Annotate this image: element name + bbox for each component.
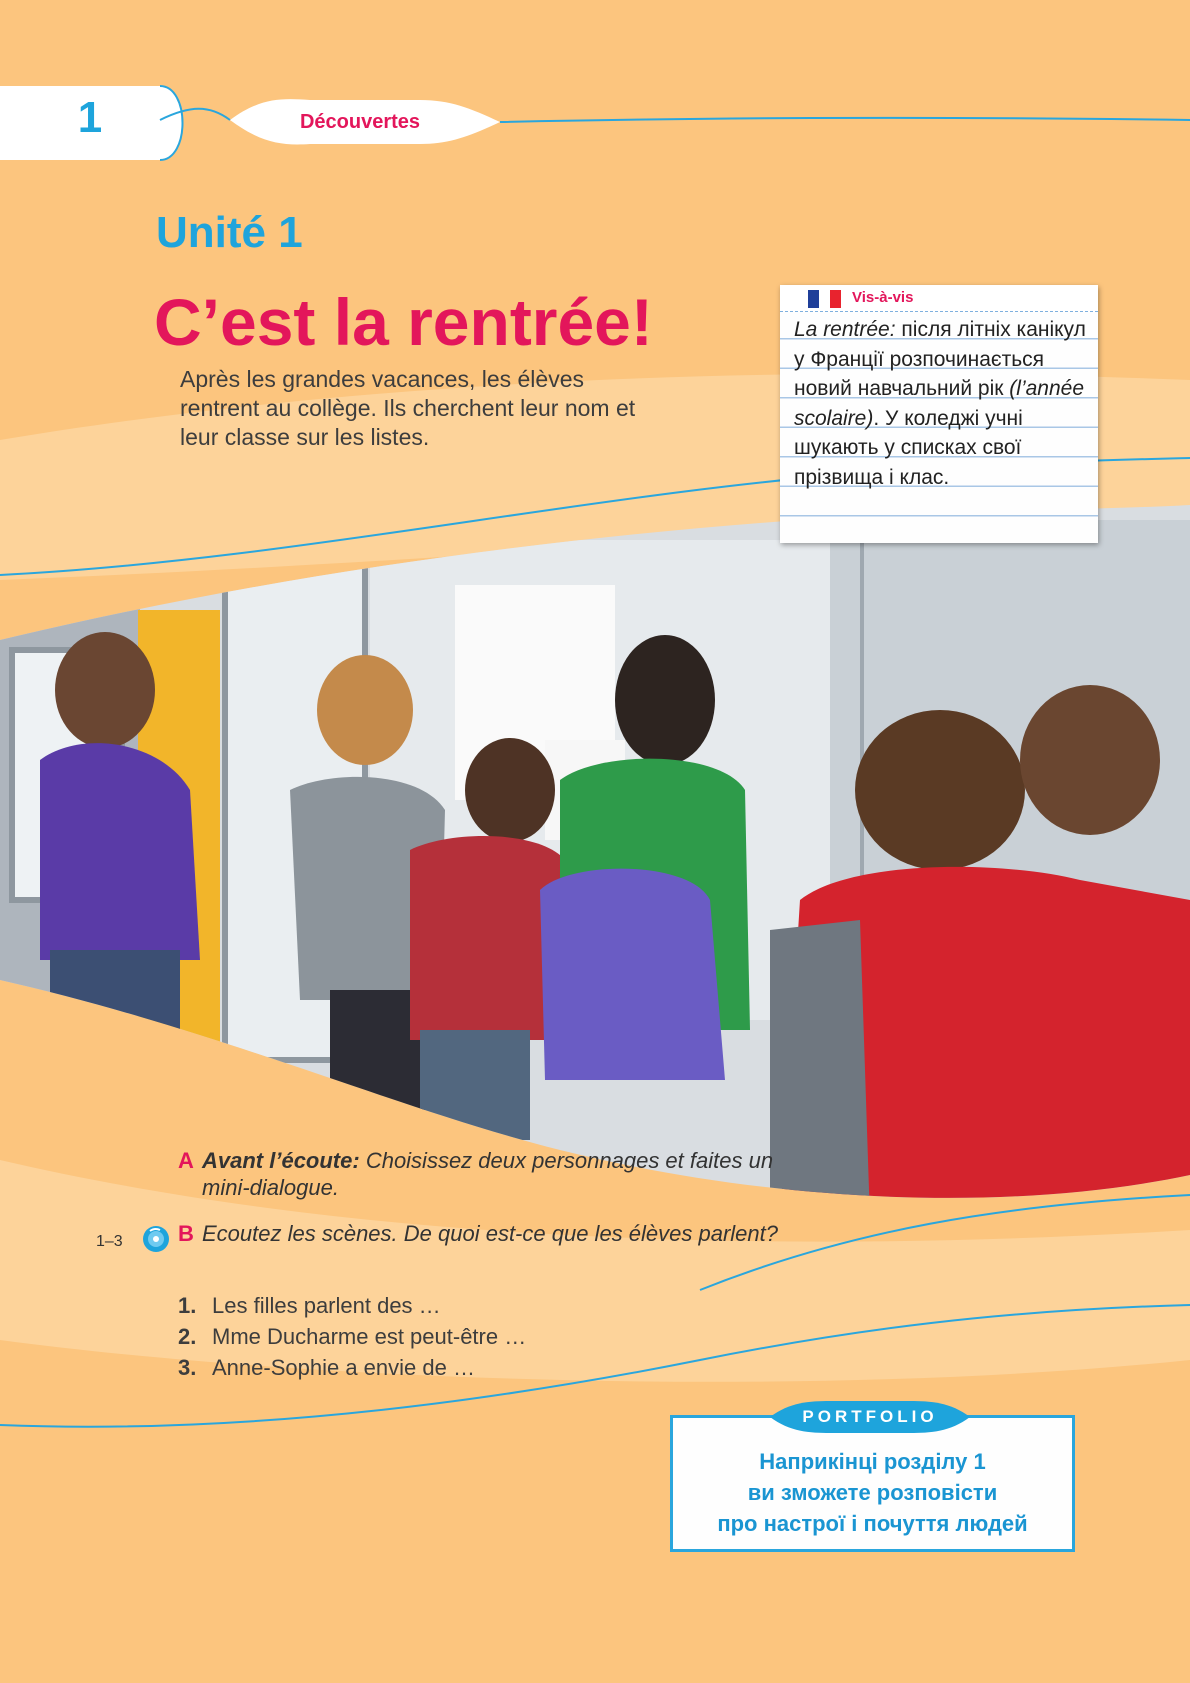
item-number: 1. xyxy=(178,1293,197,1318)
item-text: Anne-Sophie a envie de … xyxy=(212,1355,475,1380)
item-text: Mme Ducharme est peut-être … xyxy=(212,1324,527,1349)
portfolio-line: про настрої і почуття людей xyxy=(717,1511,1028,1536)
track-number: 1–3 xyxy=(96,1233,123,1250)
section-label: Découvertes xyxy=(299,111,421,133)
exercise-b xyxy=(180,1220,780,1247)
visavis-text-part: . У коледжі учні шукають у списках свої прізвища і клас. xyxy=(794,406,1023,489)
list-item xyxy=(178,1290,678,1321)
intro-paragraph: Après les grandes vacances, les élèves rentrent au collège. Ils cherchent leur nom et leur classe sur les listes. xyxy=(180,366,636,450)
item-text: Les filles parlent des … xyxy=(212,1293,441,1318)
unit-label: Unité 1 xyxy=(156,208,303,257)
audio-cd-icon[interactable] xyxy=(142,1225,170,1253)
visavis-text xyxy=(794,315,1092,492)
page-number: 1 xyxy=(77,93,103,142)
exercise-lead: Avant l’écoute: xyxy=(202,1148,360,1173)
visavis-text-part: після літніх канікул у Франції розпочинається новий навчальний рік xyxy=(794,318,1086,400)
exercise-text: Choisissez deux personnages et faites un mini-dialogue. xyxy=(202,1148,774,1200)
list-item xyxy=(178,1352,678,1383)
visavis-term-2: (l’année scolaire) xyxy=(794,377,1085,430)
portfolio-line: Наприкінці розділу 1 xyxy=(759,1449,986,1474)
exercise-letter: A xyxy=(178,1148,194,1173)
exercise-b-items xyxy=(178,1290,678,1383)
page-title: C’est la rentrée! xyxy=(154,285,653,359)
portfolio-box xyxy=(670,1415,1075,1552)
classroom-photo xyxy=(0,500,1190,1220)
french-flag-icon xyxy=(808,290,841,308)
portfolio-label: PORTFOLIO xyxy=(802,1407,938,1426)
exercise-letter: B xyxy=(178,1221,194,1246)
visavis-term: La rentrée: xyxy=(794,318,896,341)
list-item xyxy=(178,1321,678,1352)
exercise-a xyxy=(180,1147,780,1201)
portfolio-text xyxy=(673,1446,1072,1539)
item-number: 2. xyxy=(178,1324,197,1349)
visavis-box xyxy=(780,285,1098,543)
exercise-text: Ecoutez les scènes. De quoi est-ce que les élèves parlent? xyxy=(202,1221,778,1246)
portfolio-line: ви зможете розповісти xyxy=(747,1480,998,1505)
visavis-title: Vis-à-vis xyxy=(852,289,914,306)
visavis-header xyxy=(780,285,1098,312)
item-number: 3. xyxy=(178,1355,197,1380)
